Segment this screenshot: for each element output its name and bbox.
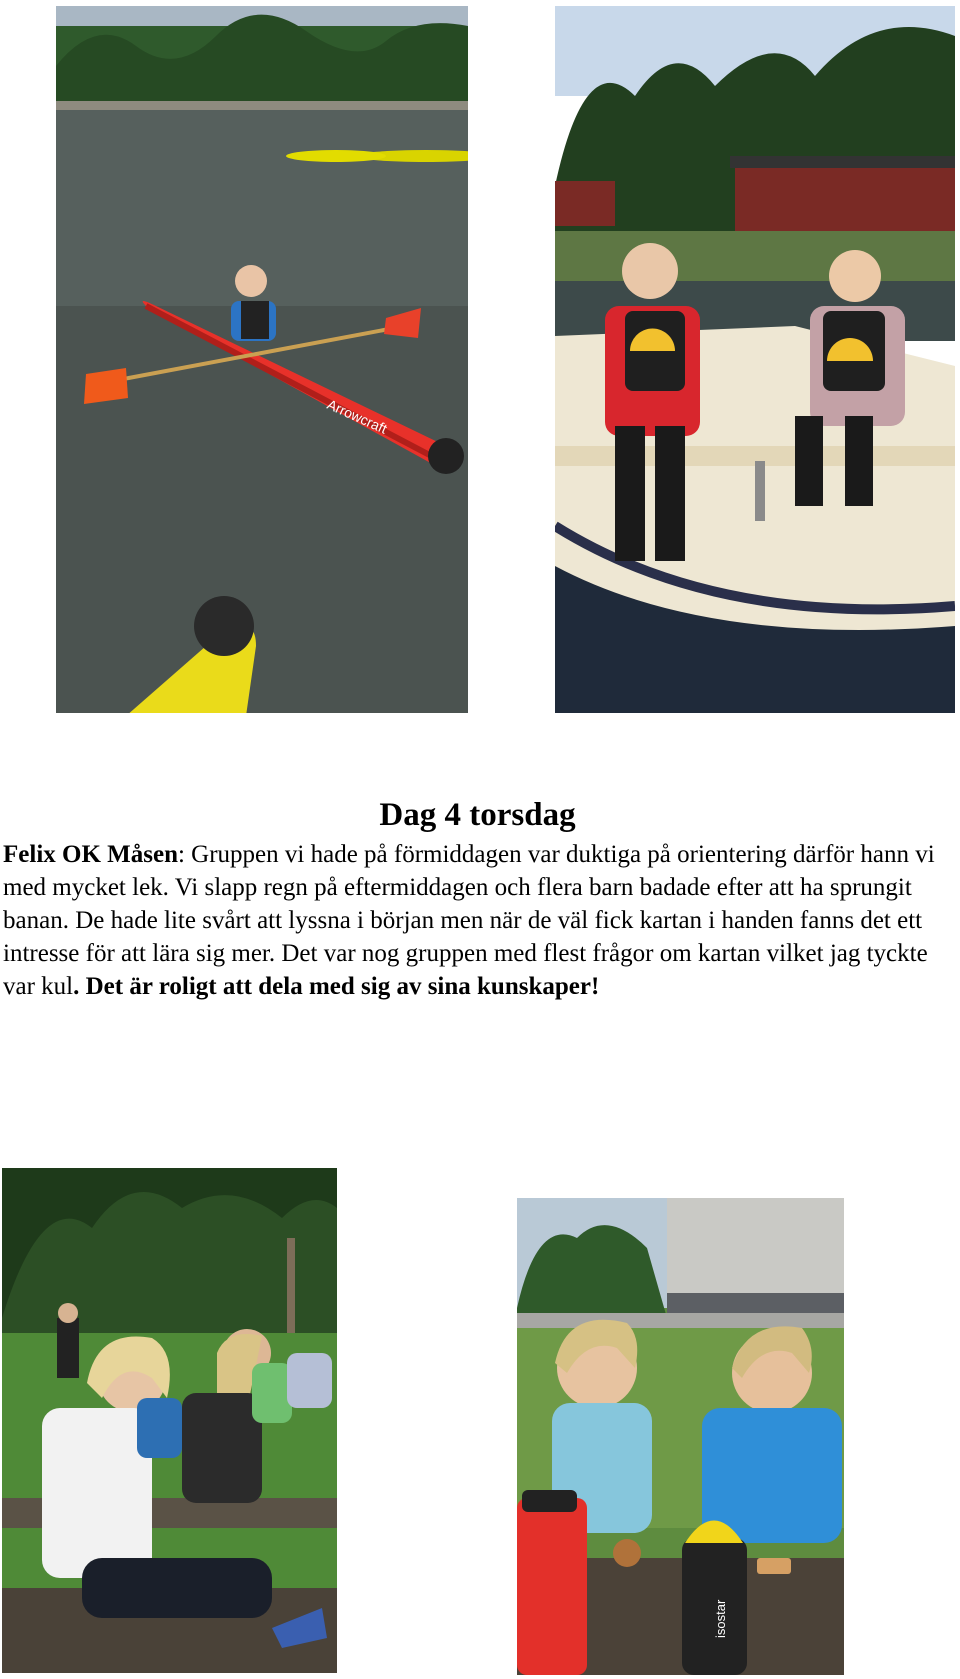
- report-body: : Gruppen vi hade på förmiddagen var duktiga på orientering därför hann vi med mycket lek. Vi slapp regn på eftermiddagen och flera barn badade efter att ha sprungit banan. De hade lite svårt att lyssna i början men när de väl fick kartan i handen fanns det ett intresse för att lära sig mer. Det var nog gruppen med flest frågor om kartan vilket jag tyckte var kul: [3, 841, 935, 1000]
- bottle-brand-label: isostar: [713, 1599, 728, 1638]
- photo-girls-at-bench: [517, 1198, 844, 1675]
- photo-girl-in-kayak: [56, 6, 468, 713]
- kayak-brand-label: Arrowcraft: [324, 396, 390, 437]
- photo-kids-picnic-table: [2, 1168, 337, 1673]
- group-name: Felix OK Måsen: [3, 841, 178, 868]
- report-paragraph: [3, 838, 938, 1003]
- page-title: Dag 4 torsdag: [379, 797, 576, 833]
- photo-girls-in-boat: [555, 6, 955, 713]
- closing-remark: . Det är roligt att dela med sig av sina kunskaper!: [73, 973, 600, 1000]
